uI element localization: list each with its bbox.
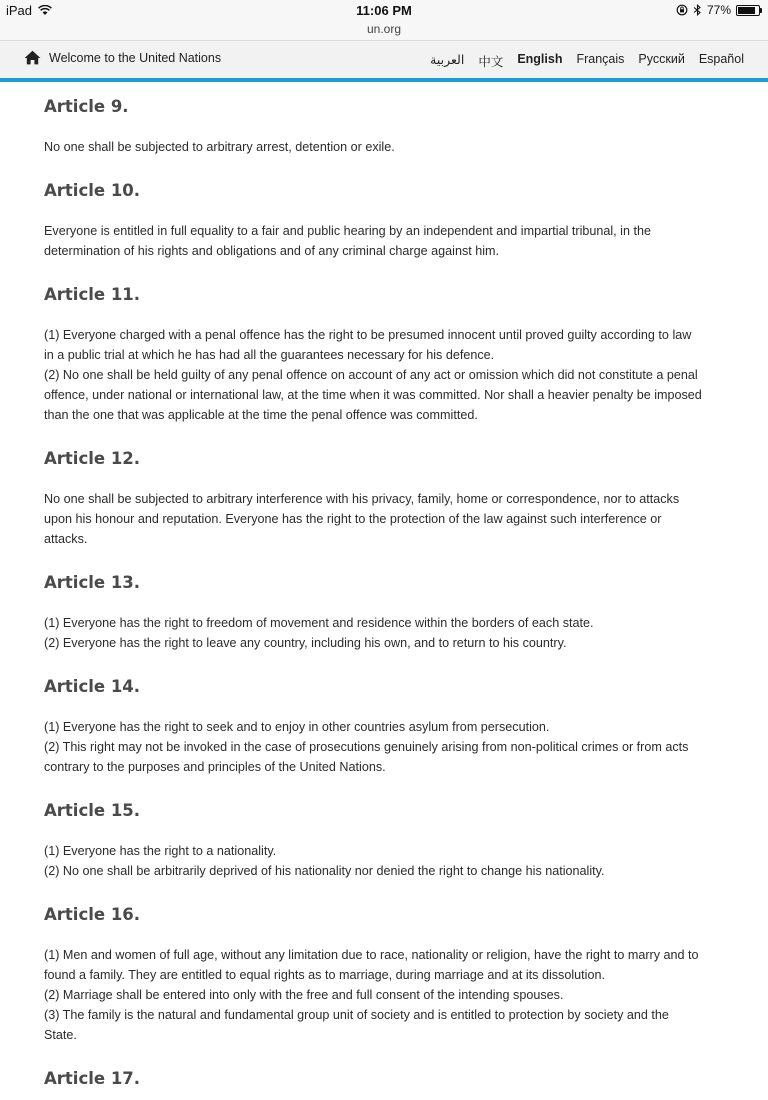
lang-french[interactable]: Français (576, 52, 625, 66)
article-body (44, 717, 704, 777)
article-paragraph: Everyone is entitled in full equality to a fair and public hearing by an independent and impartial tribunal, in the determination of his rights and obligations and of any criminal charge against him. (44, 224, 651, 258)
article-paragraph: (2) Everyone has the right to leave any country, including his own, and to return to his country. (44, 636, 567, 650)
article-body (44, 137, 704, 157)
battery-percent: 77% (706, 3, 731, 17)
article-section (44, 438, 704, 549)
article-title: Article 11. (44, 285, 141, 304)
orientation-lock-icon (676, 4, 688, 16)
article-paragraph: (2) This right may not be invoked in the case of prosecutions genuinely arising from non-political crimes or from acts contrary to the purposes and principles of the United Nations. (44, 740, 689, 774)
article-title: Article 14. (44, 677, 141, 696)
status-center (0, 3, 768, 36)
article-paragraph: (1) Everyone charged with a penal offence has the right to be presumed innocent until proved guilty according to law in a public trial at which he has had all the guarantees necessary for his defence. (44, 328, 692, 362)
article-body (44, 325, 704, 425)
article-paragraph: No one shall be subjected to arbitrary interference with his privacy, family, home or correspondence, nor to attacks upon his honour and reputation. Everyone has the right to the protection of the law against such interference or attacks. (44, 492, 680, 546)
article-paragraph: (1) Everyone has the right to a nationality. (44, 844, 277, 858)
site-header (0, 40, 768, 79)
article-section (44, 790, 704, 881)
lang-arabic[interactable]: العربية (430, 53, 465, 67)
article-body (44, 945, 704, 1045)
bluetooth-icon (693, 4, 702, 16)
article-paragraph: (1) Everyone has the right to seek and to enjoy in other countries asylum from persecution. (44, 720, 550, 734)
address-bar[interactable]: un.org (366, 22, 402, 36)
battery-icon (736, 5, 760, 16)
status-right (676, 3, 760, 17)
article-section (44, 894, 704, 1045)
article-title: Article 9. (44, 97, 129, 116)
article-section (44, 666, 704, 777)
article-section (44, 86, 704, 157)
article-title: Article 15. (44, 801, 141, 820)
article-title: Article 13. (44, 573, 141, 592)
battery-level (738, 7, 755, 14)
lang-english[interactable]: English (517, 52, 563, 66)
article-body (44, 841, 704, 881)
home-icon (24, 50, 41, 65)
article-section (44, 170, 704, 261)
clock: 11:06 PM (356, 3, 412, 18)
article-paragraph: (2) Marriage shall be entered into only with the free and full consent of the intending spouses. (44, 988, 564, 1002)
article-title: Article 12. (44, 449, 141, 468)
article-body (44, 613, 704, 653)
article-paragraph: (2) No one shall be held guilty of any penal offence on account of any act or omission which did not constitute a penal offence, under national or international law, at the time when it was committed. Nor shall a heavier penalty be imposed than the one that was applicable at the time the penal offence was committed. (44, 368, 702, 422)
lang-russian[interactable]: Русский (638, 52, 685, 66)
device-name: iPad (6, 3, 33, 18)
article-section (44, 562, 704, 653)
status-bar (0, 0, 768, 40)
article-paragraph: (2) No one shall be arbitrarily deprived of his nationality nor denied the right to change his nationality. (44, 864, 605, 878)
article-body (44, 221, 704, 261)
article-title: Article 16. (44, 905, 141, 924)
article-paragraph: (3) The family is the natural and fundamental group unit of society and is entitled to protection by society and the State. (44, 1008, 669, 1042)
lang-chinese[interactable]: 中文 (478, 55, 504, 69)
article-body (44, 489, 704, 549)
language-switcher (430, 52, 744, 70)
article-title: Article 10. (44, 181, 141, 200)
article-section (44, 1058, 704, 1100)
article-list (44, 86, 704, 1100)
article-paragraph: No one shall be subjected to arbitrary arrest, detention or exile. (44, 140, 395, 154)
article-section (44, 274, 704, 425)
article-title: Article 17. (44, 1069, 141, 1088)
lang-spanish[interactable]: Español (698, 52, 744, 66)
header-accent-bar (0, 78, 768, 82)
article-paragraph: (1) Everyone has the right to freedom of movement and residence within the borders of each state. (44, 616, 594, 630)
home-link[interactable] (24, 50, 221, 65)
article-paragraph: (1) Men and women of full age, without any limitation due to race, nationality or religion, have the right to marry and to found a family. They are entitled to equal rights as to marriage, during marriage and at its dissolution. (44, 948, 699, 982)
home-link-label: Welcome to the United Nations (49, 50, 222, 65)
